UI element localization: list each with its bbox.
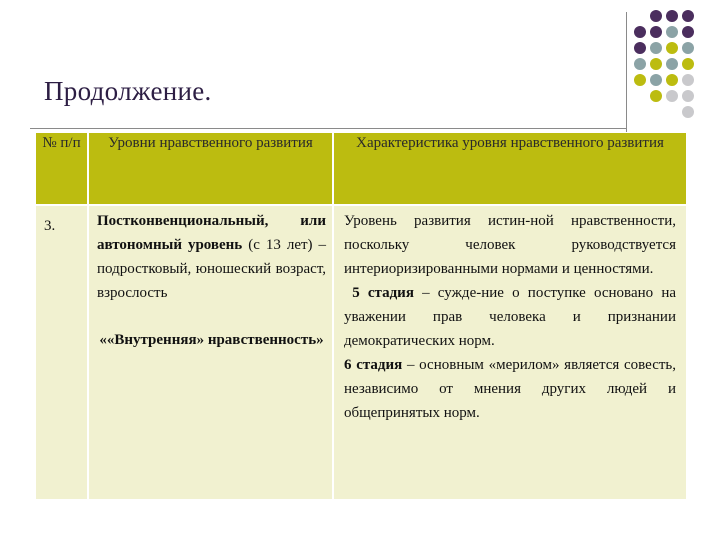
- decor-dot: [682, 26, 694, 38]
- decor-dot: [666, 90, 678, 102]
- level-cell: [88, 205, 333, 499]
- vertical-divider: [626, 12, 627, 132]
- moral-development-table: [36, 133, 686, 499]
- decor-dot: [666, 42, 678, 54]
- decor-dot: [682, 10, 694, 22]
- decor-dot: [650, 10, 662, 22]
- decor-dot: [634, 58, 646, 70]
- header-number: № п/п: [36, 133, 88, 205]
- inner-morality-label: ««Внутренняя» нравственность»: [99, 332, 324, 348]
- decor-dot: [634, 26, 646, 38]
- decor-dot: [682, 58, 694, 70]
- level-name: Постконвенциональный, или автономный уровень: [97, 213, 326, 253]
- table-header-row: [36, 133, 686, 205]
- header-characteristics: Характеристика уровня нравственного развития: [333, 133, 686, 205]
- decor-dot: [666, 58, 678, 70]
- decor-dot: [650, 74, 662, 86]
- decor-dot: [682, 90, 694, 102]
- description-cell: [333, 205, 686, 499]
- decor-dot: [650, 58, 662, 70]
- description-intro: Уровень развития истин-ной нравственности, поскольку человек руководствуется интериоризированными нормами и ценностями.: [344, 213, 676, 277]
- decor-dot: [666, 74, 678, 86]
- stage5-text: – сужде-ние о поступке основано на уважении прав человека и признании демократических норм.: [344, 285, 677, 349]
- decor-dot: [634, 42, 646, 54]
- header-levels: Уровни нравственного развития: [88, 133, 333, 205]
- decor-dot: [650, 26, 662, 38]
- decor-dot: [634, 74, 646, 86]
- decor-dot: [682, 42, 694, 54]
- row-number-cell: [36, 205, 88, 499]
- row-number: 3.: [44, 218, 56, 234]
- level-age: (с 13 лет) – подростковый, юношеский возраст, взрослость: [97, 237, 326, 301]
- decor-dot: [682, 74, 694, 86]
- decor-dot: [650, 42, 662, 54]
- stage6-text: – основным «мерилом» является совесть, независимо от мнения других людей и общепринятых норм.: [344, 357, 676, 421]
- decor-dot: [650, 90, 662, 102]
- stage6-label: 6 стадия: [344, 357, 403, 373]
- page-title: Продолжение.: [44, 76, 212, 106]
- horizontal-divider: [30, 128, 626, 129]
- table-row: [36, 205, 686, 499]
- decor-dot: [682, 106, 694, 118]
- decor-dot: [666, 10, 678, 22]
- decor-dot: [666, 26, 678, 38]
- stage5-label: 5 стадия: [352, 285, 414, 301]
